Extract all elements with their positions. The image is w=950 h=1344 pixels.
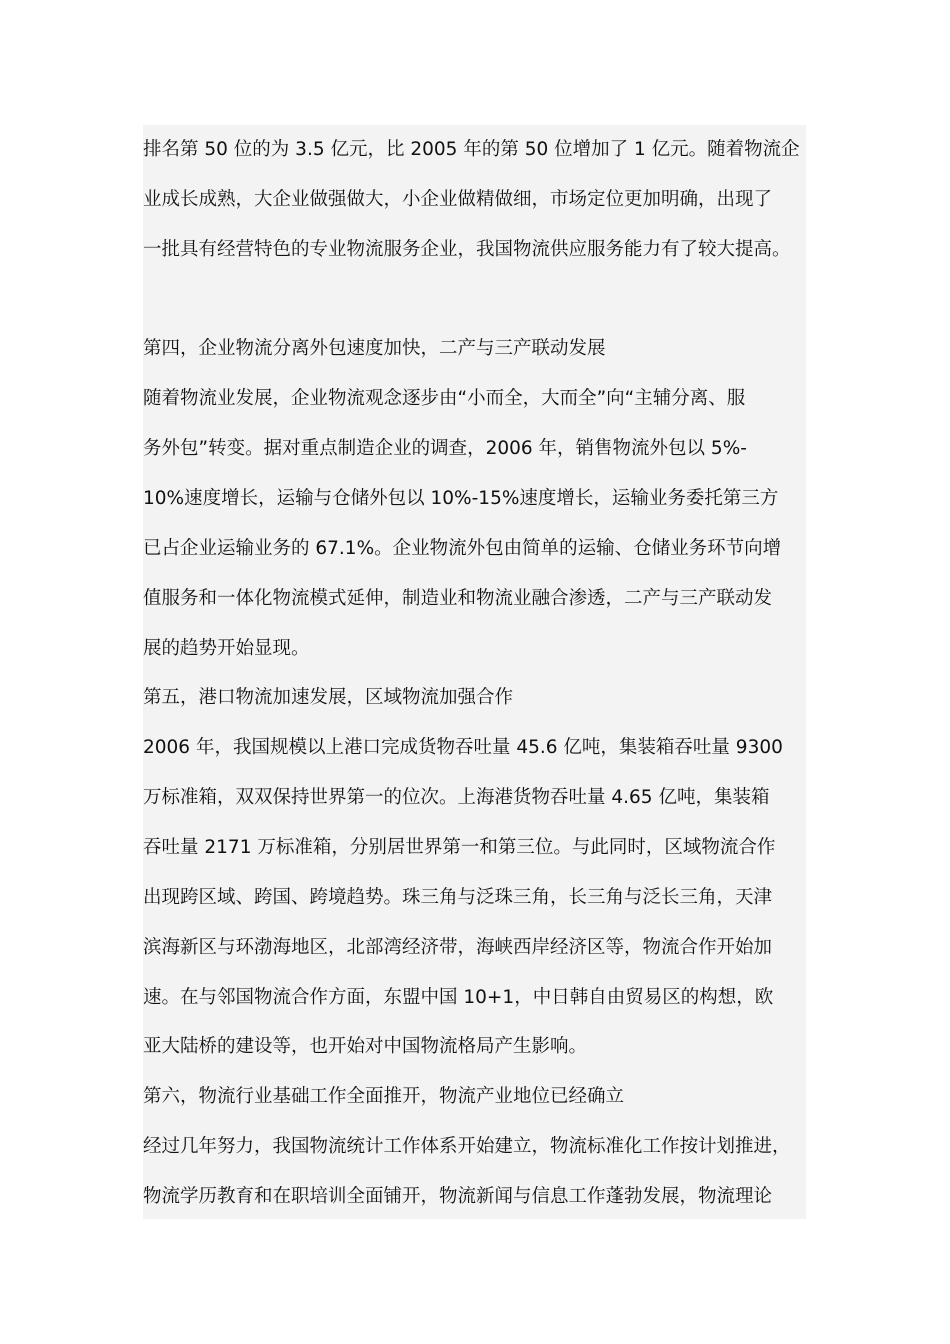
text-line: 2006 年，我国规模以上港口完成货物吞吐量 45.6 亿吨，集装箱吞吐量 9300 (143, 737, 783, 758)
section-heading: 第四，企业物流分离外包速度加快，二产与三产联动发展 (143, 338, 606, 359)
section-heading: 第六，物流行业基础工作全面推开，物流产业地位已经确立 (143, 1086, 625, 1107)
text-line: 出现跨区域、跨国、跨境趋势。珠三角与泛珠三角，长三角与泛长三角，天津 (143, 887, 773, 908)
text-line: 值服务和一体化物流模式延伸，制造业和物流业融合渗透，二产与三产联动发 (143, 588, 773, 609)
text-line: 滨海新区与环渤海地区，北部湾经济带，海峡西岸经济区等，物流合作开始加 (143, 937, 773, 958)
text-line: 亚大陆桥的建设等，也开始对中国物流格局产生影响。 (143, 1036, 588, 1057)
section-heading: 第五，港口物流加速发展，区域物流加强合作 (143, 687, 514, 708)
text-line: 万标准箱，双双保持世界第一的位次。上海港货物吞吐量 4.65 亿吨，集装箱 (143, 787, 770, 808)
text-line: 排名第 50 位的为 3.5 亿元，比 2005 年的第 50 位增加了 1 亿元。随着物流企 (143, 139, 800, 160)
text-line: 物流学历教育和在职培训全面铺开，物流新闻与信息工作蓬勃发展，物流理论 (143, 1186, 773, 1207)
text-line: 速。在与邻国物流合作方面，东盟中国 10+1，中日韩自由贸易区的构想，欧 (143, 987, 774, 1008)
text-line: 随着物流业发展，企业物流观念逐步由“小而全，大而全”向“主辅分离、服 (143, 388, 746, 409)
text-line: 吞吐量 2171 万标准箱，分别居世界第一和第三位。与此同时，区域物流合作 (143, 837, 776, 858)
text-line: 经过几年努力，我国物流统计工作体系开始建立，物流标准化工作按计划推进， (143, 1136, 791, 1157)
text-line: 业成长成熟，大企业做强做大，小企业做精做细，市场定位更加明确，出现了 (143, 189, 773, 210)
text-line: 一批具有经营特色的专业物流服务企业，我国物流供应服务能力有了较大提高。 (143, 239, 791, 260)
text-line: 10%速度增长，运输与仓储外包以 10%-15%速度增长，运输业务委托第三方 (143, 488, 779, 509)
document-text-block (143, 125, 806, 1219)
text-line: 务外包”转变。据对重点制造企业的调查，2006 年，销售物流外包以 5%- (143, 438, 747, 459)
text-line: 已占企业运输业务的 67.1%。企业物流外包由简单的运输、仓储业务环节向增 (143, 538, 782, 559)
text-line: 展的趋势开始显现。 (143, 638, 310, 659)
